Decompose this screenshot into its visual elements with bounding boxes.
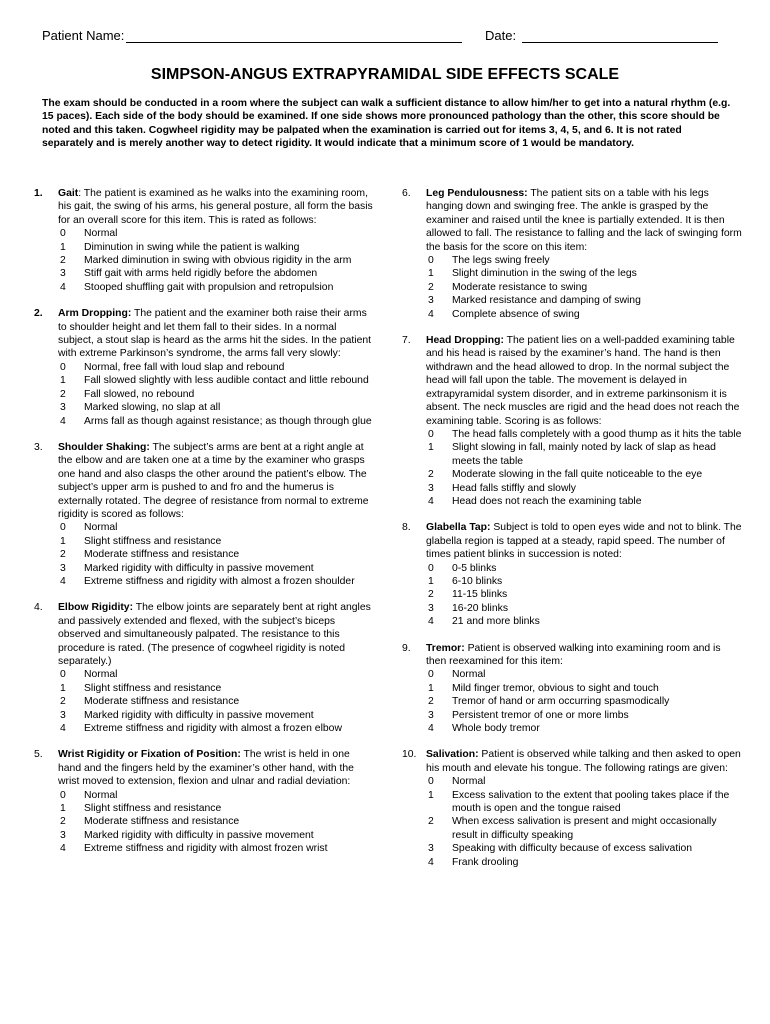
item-number: 2. (34, 308, 43, 320)
score-option (58, 535, 375, 548)
score-description: The legs swing freely (452, 255, 550, 267)
item-number: 7. (402, 335, 411, 347)
score-option (426, 308, 743, 321)
score-description: Fall slowed slightly with less audible contact and little rebound (84, 375, 369, 387)
scale-item (398, 187, 743, 321)
score-description: Marked rigidity with difficulty in passive movement (84, 829, 314, 841)
date-label: Date: (485, 28, 517, 43)
item-heading: Arm Dropping: (58, 308, 132, 320)
score-option (58, 802, 375, 815)
item-description-text: The subject’s arms are bent at a right angle at the elbow and are taken one at a time by the examiner who grasps one hand and also clasps the other around the patient’s elbow. The subject’s upper arm is pushed to and fro and the humerus is externally rotated. The degree of resistance from normal to extreme rigidity is scored as follows: (58, 441, 369, 520)
score-description: Marked slowing, no slap at all (84, 402, 221, 414)
patient-name-line (42, 28, 462, 43)
score-value: 1 (60, 535, 66, 547)
scale-item (30, 187, 375, 294)
score-description: Slight stiffness and resistance (84, 682, 222, 694)
score-option (426, 468, 743, 481)
score-value: 2 (60, 388, 66, 400)
item-heading: Salivation: (426, 749, 479, 761)
score-value: 4 (60, 723, 66, 735)
score-option (58, 227, 375, 240)
scale-item (30, 601, 375, 735)
score-description: Marked diminution in swing with obvious rigidity in the arm (84, 255, 352, 267)
score-description: Arms fall as though against resistance; as though through glue (84, 415, 372, 427)
score-value: 0 (428, 776, 434, 788)
score-value: 3 (60, 709, 66, 721)
item-number: 3. (34, 441, 43, 453)
score-description: Extreme stiffness and rigidity with almost frozen wrist (84, 843, 328, 855)
item-description (58, 601, 375, 668)
score-description: When excess salivation is present and might occasionally result in difficulty speaking (452, 816, 717, 841)
score-option (58, 521, 375, 534)
item-heading: Wrist Rigidity or Fixation of Position: (58, 749, 241, 761)
page-title: SIMPSON-ANGUS EXTRAPYRAMIDAL SIDE EFFECTS SCALE (150, 66, 620, 83)
score-option (426, 722, 743, 735)
score-value: 3 (60, 829, 66, 841)
right-column (398, 187, 743, 882)
score-option (426, 615, 743, 628)
score-value: 0 (60, 361, 66, 373)
scale-item (398, 334, 743, 508)
score-option (58, 789, 375, 802)
score-description: Head does not reach the examining table (452, 495, 642, 507)
score-option (58, 815, 375, 828)
score-value: 0 (60, 228, 66, 240)
score-value: 0 (428, 255, 434, 267)
score-option (58, 548, 375, 561)
score-value: 4 (428, 723, 434, 735)
patient-name-blank[interactable] (126, 29, 462, 43)
score-description: Extreme stiffness and rigidity with almost a frozen shoulder (84, 575, 355, 587)
score-option (426, 709, 743, 722)
score-option (426, 495, 743, 508)
score-option (58, 829, 375, 842)
instructions-paragraph: The exam should be conducted in a room where the subject can walk a sufficient distance to allow him/her to get into a natural rhythm (e.g. 15 paces). Each side of the body should be examined. If one side shows more pronounced pathology than the other, this score should be noted and this taken. Cogwheel rigidity may be palpated when the examination is carried out for items 3, 4, 5, and 6. It is not rated separately and is merely another way to detect rigidity. It would indicate that a minimum score of 1 would be mandatory. (42, 98, 731, 150)
item-description (58, 187, 375, 227)
score-option (426, 682, 743, 695)
item-description-text: The patient lies on a well-padded examining table and his head is raised by the examiner’s hand. The hand is then withdrawn and the head allowed to drop. In the normal subject the head will fall upon the table. The movement is delayed in extrapyramidal system disorder, and in extreme parkinsonism it is absent. The neck muscles are rigid and the head does not reach the examining table. Scoring is as follows: (426, 335, 740, 427)
score-option (58, 281, 375, 294)
score-option (58, 361, 375, 374)
score-description: 21 and more blinks (452, 616, 540, 628)
score-value: 0 (428, 428, 434, 440)
score-description: Head falls stiffly and slowly (452, 482, 576, 494)
score-description: 6-10 blinks (452, 575, 503, 587)
score-description: Normal (452, 776, 486, 788)
scale-item (398, 521, 743, 628)
score-option (58, 267, 375, 280)
left-column (30, 187, 375, 869)
score-value: 1 (428, 575, 434, 587)
score-description: 0-5 blinks (452, 562, 497, 574)
score-value: 4 (428, 495, 434, 507)
item-description (58, 441, 375, 521)
score-description: Moderate resistance to swing (452, 281, 588, 293)
score-value: 1 (428, 442, 434, 454)
item-number: 10. (402, 749, 417, 761)
score-description: Frank drooling (452, 856, 519, 868)
score-option (58, 682, 375, 695)
score-option (58, 254, 375, 267)
score-option (426, 294, 743, 307)
score-value: 4 (428, 308, 434, 320)
score-value: 2 (428, 589, 434, 601)
score-value: 3 (60, 562, 66, 574)
item-heading: Shoulder Shaking: (58, 441, 150, 453)
score-description: Moderate stiffness and resistance (84, 549, 240, 561)
score-value: 2 (60, 696, 66, 708)
score-value: 2 (60, 816, 66, 828)
item-description (426, 187, 743, 254)
score-value: 2 (428, 816, 434, 828)
score-description: Tremor of hand or arm occurring spasmodically (452, 696, 670, 708)
item-description-text: The wrist is held in one hand and the fingers held by the examiner’s other hand, with the wrist moved to extension, flexion and ulnar and radial deviation: (58, 749, 354, 788)
score-option (426, 562, 743, 575)
item-heading: Leg Pendulousness: (426, 188, 528, 199)
date-line (485, 28, 718, 43)
score-value: 3 (428, 482, 434, 494)
score-value: 1 (60, 803, 66, 815)
score-option (58, 562, 375, 575)
item-description (58, 307, 375, 361)
score-description: Speaking with difficulty because of excess salivation (452, 843, 693, 855)
score-description: Mild finger tremor, obvious to sight and touch (452, 682, 659, 694)
item-heading: Glabella Tap: (426, 522, 491, 534)
score-option (426, 428, 743, 441)
score-value: 3 (428, 295, 434, 307)
score-option (426, 856, 743, 869)
score-description: Marked resistance and damping of swing (452, 295, 641, 307)
item-description-text: The patient sits on a table with his legs hanging down and swinging free. The ankle is grasped by the examiner and raised until the knee is partially extended. It is then allowed to fall. The resistance to falling and the lack of swinging form the basis for the score on this item: (426, 188, 742, 253)
item-description-text: : The patient is examined as he walks into the examining room, his gait, the swing of his arms, his general posture, all form the basis for an overall score for this item. This is rated as follows: (58, 188, 373, 226)
score-description: 16-20 blinks (452, 602, 509, 614)
score-option (426, 482, 743, 495)
score-option (426, 588, 743, 601)
score-value: 2 (60, 549, 66, 561)
score-value: 3 (428, 709, 434, 721)
score-option (58, 575, 375, 588)
date-blank[interactable] (522, 29, 718, 43)
score-value: 2 (428, 281, 434, 293)
score-description: Slight slowing in fall, mainly noted by lack of slap as head meets the table (452, 442, 716, 467)
item-description (426, 521, 743, 561)
item-description-text: Patient is observed while talking and then asked to open his mouth and elevate his tongue. The following ratings are given: (426, 749, 741, 774)
item-description-text: The patient and the examiner both raise their arms to shoulder height and let them fall to their sides. In a normal subject, a stout slap is heard as the arms hit the sides. In the patient with extreme Parkinson’s syndrome, the arms fall very slowly: (58, 308, 372, 360)
score-value: 0 (428, 669, 434, 681)
score-description: Fall slowed, no rebound (84, 388, 195, 400)
item-heading: Tremor: (426, 642, 465, 654)
score-option (426, 281, 743, 294)
score-option (426, 575, 743, 588)
item-description (58, 748, 375, 788)
score-option (58, 388, 375, 401)
score-description: Normal (84, 669, 118, 681)
score-value: 0 (428, 562, 434, 574)
score-option (58, 668, 375, 681)
score-description: Excess salivation to the extent that pooling takes place if the mouth is open and the tongue raised (452, 789, 730, 815)
item-description-text: The elbow joints are separately bent at right angles and passively extended and flexed, with the subject’s biceps observed and simultaneously palpated. The resistance to this procedure is rated. (The presence of cogwheel rigidity is noted separately.) (58, 602, 371, 667)
patient-name-label: Patient Name: (42, 28, 125, 43)
score-option (426, 267, 743, 280)
score-option (426, 441, 743, 468)
score-option (426, 775, 743, 788)
score-description: Normal (84, 228, 118, 240)
score-value: 2 (60, 255, 66, 267)
item-number: 5. (34, 749, 43, 761)
score-description: Diminution in swing while the patient is walking (84, 241, 300, 253)
score-value: 0 (60, 522, 66, 534)
score-description: Complete absence of swing (452, 308, 580, 320)
item-number: 1. (34, 188, 43, 199)
score-value: 3 (428, 843, 434, 855)
scale-item (398, 748, 743, 869)
score-option (426, 254, 743, 267)
score-value: 1 (60, 682, 66, 694)
item-number: 4. (34, 602, 43, 614)
score-option (58, 401, 375, 414)
score-value: 4 (60, 415, 66, 427)
score-option (58, 722, 375, 735)
score-description: Whole body tremor (452, 723, 540, 735)
score-value: 3 (60, 268, 66, 280)
score-value: 0 (60, 669, 66, 681)
score-description: Moderate slowing in the fall quite noticeable to the eye (452, 469, 703, 481)
score-value: 4 (428, 616, 434, 628)
score-description: Slight stiffness and resistance (84, 535, 222, 547)
score-value: 2 (428, 696, 434, 708)
scale-item (30, 441, 375, 588)
score-description: 11-15 blinks (452, 589, 508, 601)
score-value: 0 (60, 789, 66, 801)
score-option (426, 815, 743, 842)
score-description: Normal (84, 789, 118, 801)
item-description-text: Subject is told to open eyes wide and not to blink. The glabella region is tapped at a steady, rapid speed. The number of times patient blinks in succession is noted: (426, 522, 742, 561)
score-description: Marked rigidity with difficulty in passive movement (84, 709, 314, 721)
score-value: 3 (60, 402, 66, 414)
item-heading: Head Dropping: (426, 335, 504, 347)
item-description (426, 642, 743, 669)
score-value: 4 (428, 856, 434, 868)
score-value: 4 (60, 843, 66, 855)
score-value: 4 (60, 281, 66, 293)
score-description: Persistent tremor of one or more limbs (452, 709, 629, 721)
score-option (426, 668, 743, 681)
score-description: Normal (84, 522, 118, 534)
score-option (58, 709, 375, 722)
score-value: 1 (428, 682, 434, 694)
score-description: Normal, free fall with loud slap and rebound (84, 361, 285, 373)
item-number: 8. (402, 522, 411, 534)
score-value: 1 (60, 375, 66, 387)
score-option (426, 695, 743, 708)
score-description: Slight diminution in the swing of the legs (452, 268, 637, 280)
score-description: Moderate stiffness and resistance (84, 816, 240, 828)
score-value: 1 (428, 268, 434, 280)
score-option (426, 789, 743, 816)
item-description (426, 748, 743, 775)
score-option (58, 374, 375, 387)
score-value: 1 (60, 241, 66, 253)
score-description: Extreme stiffness and rigidity with almost a frozen elbow (84, 723, 342, 735)
score-description: Moderate stiffness and resistance (84, 696, 240, 708)
item-description (426, 334, 743, 428)
scale-item (398, 642, 743, 736)
score-description: Stiff gait with arms held rigidly before the abdomen (84, 268, 318, 280)
item-description-text: Patient is observed walking into examining room and is then reexamined for this item: (426, 642, 721, 667)
score-option (58, 241, 375, 254)
score-description: The head falls completely with a good thump as it hits the table (452, 428, 742, 440)
item-number: 6. (402, 188, 411, 199)
score-option (426, 602, 743, 615)
item-heading: Elbow Rigidity: (58, 602, 134, 614)
item-heading: Gait (58, 188, 79, 199)
score-option (58, 415, 375, 428)
score-value: 3 (428, 602, 434, 614)
score-value: 1 (428, 789, 434, 801)
item-number: 9. (402, 642, 411, 654)
score-description: Slight stiffness and resistance (84, 803, 222, 815)
score-value: 4 (60, 575, 66, 587)
score-description: Normal (452, 669, 486, 681)
score-option (58, 695, 375, 708)
score-description: Marked rigidity with difficulty in passive movement (84, 562, 314, 574)
scale-item (30, 307, 375, 428)
score-option (426, 842, 743, 855)
score-option (58, 842, 375, 855)
score-description: Stooped shuffling gait with propulsion and retropulsion (84, 281, 334, 293)
scale-item (30, 748, 375, 855)
score-value: 2 (428, 469, 434, 481)
